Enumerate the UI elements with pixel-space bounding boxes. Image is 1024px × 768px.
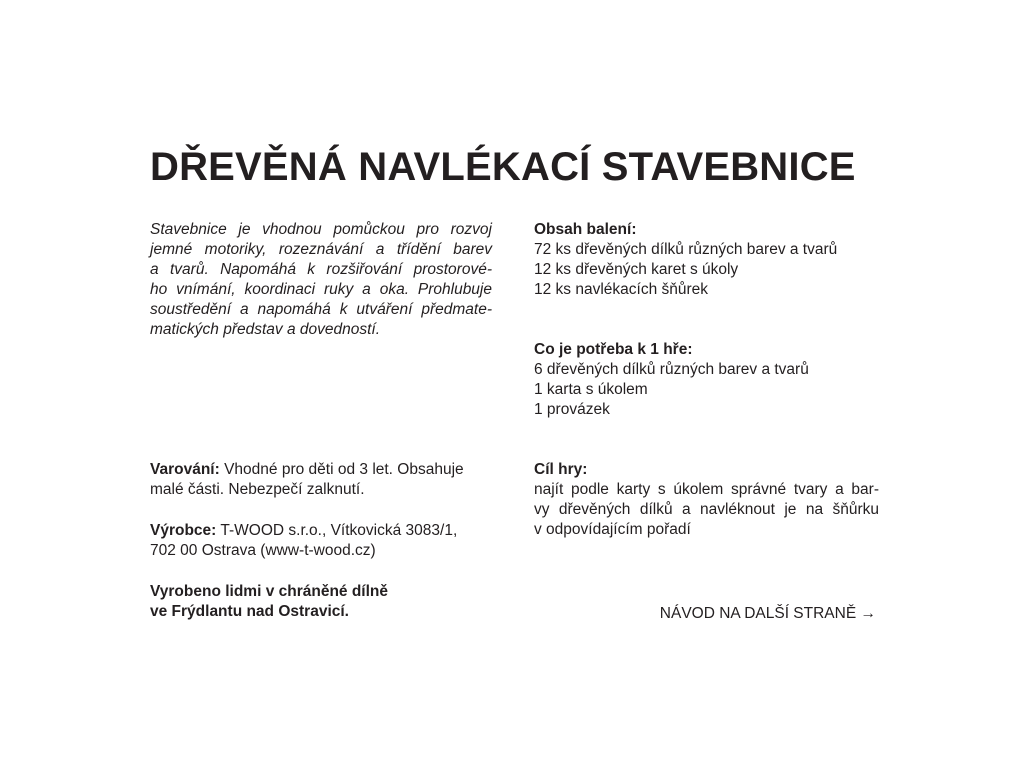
goal-line: v odpovídajícím pořadí xyxy=(534,521,691,538)
needs-heading: Co je potřeba k 1 hře: xyxy=(534,341,693,358)
warning-text: malé části. Nebezpečí zalknutí. xyxy=(150,481,365,498)
contents-heading: Obsah balení: xyxy=(534,221,637,238)
made-by-line: ve Frýdlantu nad Ostravicí. xyxy=(150,603,349,620)
warning-text: Vhodné pro děti od 3 let. Obsahuje xyxy=(219,461,464,478)
needs-item: 6 dřevěných dílků různých barev a tvarů xyxy=(534,361,809,378)
manufacturer-text: T-WOOD s.r.o., Vítkovická 3083/1, xyxy=(216,522,458,539)
goal-heading: Cíl hry: xyxy=(534,461,588,478)
needs-item: 1 karta s úkolem xyxy=(534,381,648,398)
made-by-line: Vyrobeno lidmi v chráněné dílně xyxy=(150,583,389,600)
goal-line: najít podle karty s úkolem správné tvary a bar- xyxy=(534,481,879,498)
intro-paragraph xyxy=(150,220,492,340)
warning-label: Varování: xyxy=(150,461,220,478)
manufacturer-label: Výrobce: xyxy=(150,522,217,539)
manufacturer-text: 702 00 Ostrava (www-t-wood.cz) xyxy=(150,542,376,559)
contents-item: 72 ks dřevěných dílků různých barev a tvarů xyxy=(534,241,838,258)
page-title: DŘEVĚNÁ NAVLÉKACÍ STAVEBNICE xyxy=(150,145,856,189)
contents-item: 12 ks dřevěných karet s úkoly xyxy=(534,261,739,278)
needs-section xyxy=(534,340,879,420)
contents-section xyxy=(534,220,879,300)
goal-section xyxy=(534,460,879,540)
warning-section xyxy=(150,460,495,500)
contents-item: 12 ks navlékacích šňůrek xyxy=(534,281,709,298)
next-page-note: NÁVOD NA DALŠÍ STRANĚ → xyxy=(659,605,876,622)
intro-line: soustředění a napomáhá k utváření předmate- xyxy=(150,301,492,318)
manufacturer-section xyxy=(150,521,495,561)
goal-line: vy dřevěných dílků a navléknout je na šňůrku xyxy=(534,501,879,518)
intro-line: jemné motoriky, rozeznávání a třídění barev xyxy=(150,241,492,258)
intro-line: matických představ a dovedností. xyxy=(150,321,381,338)
intro-line: a tvarů. Napomáhá k rozšiřování prostorové- xyxy=(150,261,492,278)
intro-line: Stavebnice je vhodnou pomůckou pro rozvoj xyxy=(150,221,492,238)
intro-line: ho vnímání, koordinaci ruky a oka. Prohlubuje xyxy=(150,281,492,298)
needs-item: 1 provázek xyxy=(534,401,610,418)
made-by-note xyxy=(150,582,495,622)
